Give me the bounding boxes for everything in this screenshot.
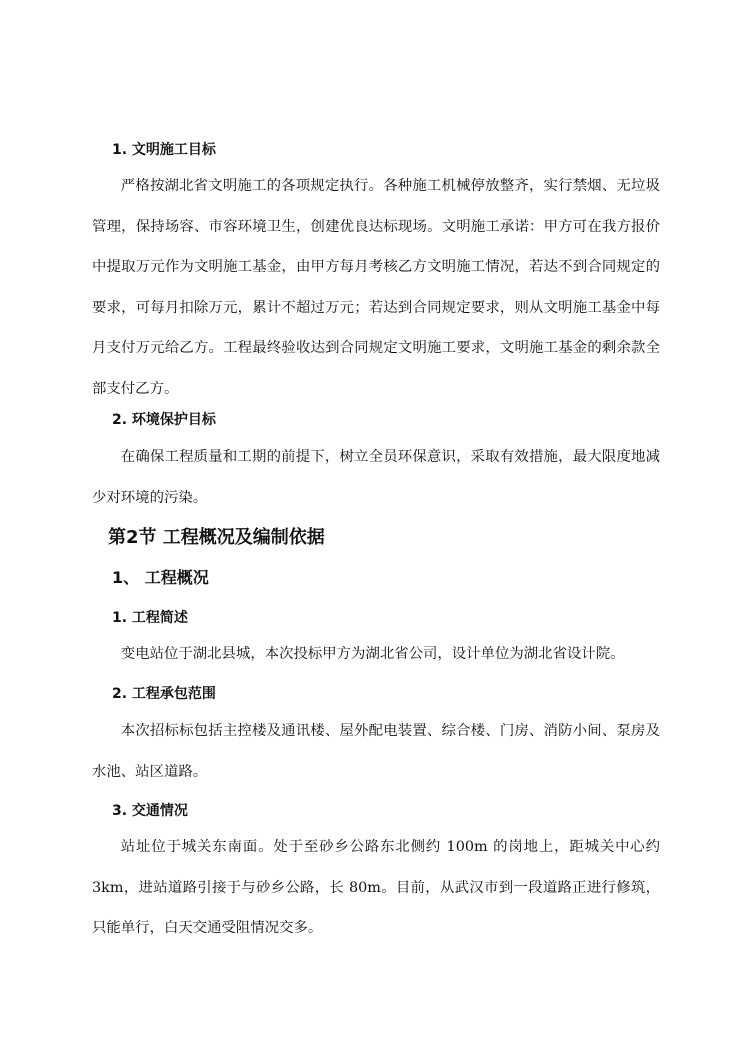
heading-environment-goal: 2. 环境保护目标: [112, 412, 216, 428]
chapter-title: 第2节 工程概况及编制依据: [108, 527, 325, 548]
heading-traffic-conditions: 3. 交通情况: [112, 803, 188, 819]
paragraph-contract-scope: 本次招标标包括主控楼及通讯楼、屋外配电装置、综合楼、门房、消防小间、泵房及水池、站区道路。: [92, 723, 660, 780]
paragraph-project-brief: 变电站位于湖北县城，本次投标甲方为湖北省公司，设计单位为湖北省设计院。: [120, 646, 625, 662]
heading-project-brief: 1. 工程简述: [112, 610, 188, 626]
paragraph-civilized-construction-goal: 严格按湖北省文明施工的各项规定执行。各种施工机械停放整齐，实行禁烟、无垃圾管理，保持场容、市容环境卫生，创建优良达标现场。文明施工承诺：甲方可在我方报价中提取万元作为文明施工基金，由甲方每月考核乙方文明施工情况，若达不到合同规定的要求，可每月扣除万元，累计不超过万元；若达到合同规定要求，则从文明施工基金中每月支付万元给乙方。工程最终验收达到合同规定文明施工要求，文明施工基金的剩余款全部支付乙方。: [92, 178, 660, 397]
heading-contract-scope: 2. 工程承包范围: [112, 686, 216, 702]
paragraph-environment-goal: 在确保工程质量和工期的前提下，树立全员环保意识，采取有效措施，最大限度地减少对环境的污染。: [92, 449, 660, 506]
heading-civilized-construction-goal: 1. 文明施工目标: [112, 142, 216, 158]
paragraph-traffic-conditions: 站址位于城关东南面。处于至砂乡公路东北侧约 100m 的岗地上，距城关中心约 3km，进站道路引接于与砂乡公路，长 80m。目前，从武汉市到一段道路正进行修筑，只能单行，白天交通受阻情况交多。: [92, 839, 660, 936]
section-title-overview: 1、 工程概况: [112, 568, 209, 587]
